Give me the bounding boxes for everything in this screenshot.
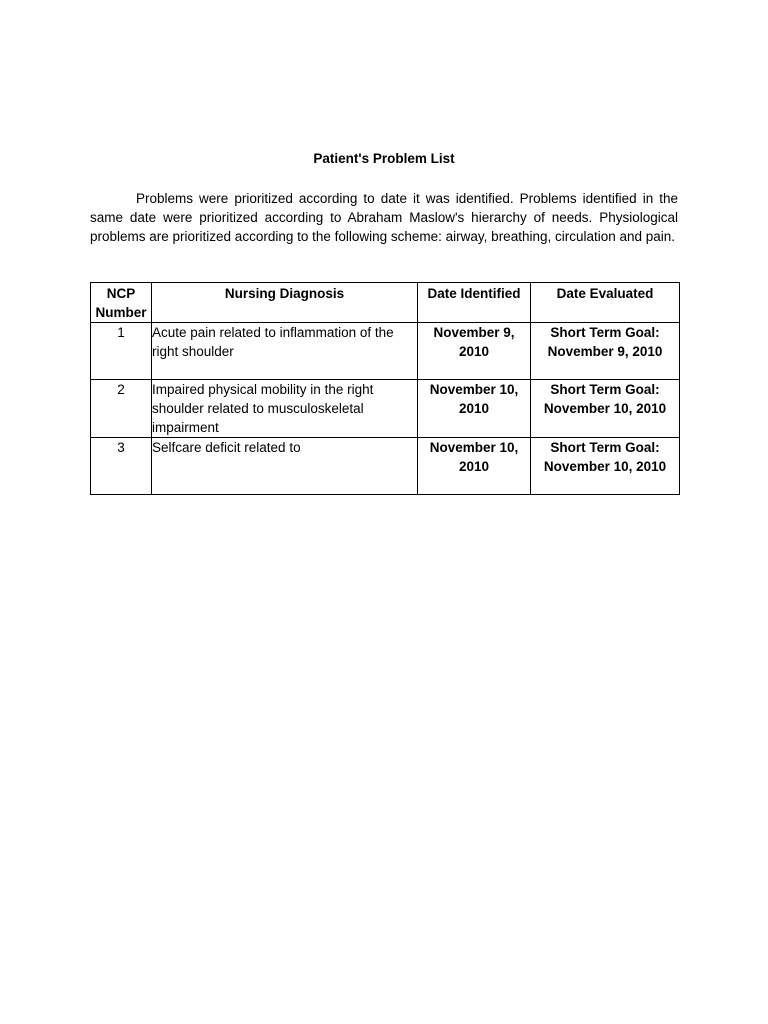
diagnosis-cell: Impaired physical mobility in the right shoulder related to musculoskeletal impairment bbox=[152, 380, 418, 438]
header-ncp-line1: NCP bbox=[106, 286, 136, 301]
eval-label: Short Term Goal: bbox=[550, 325, 660, 340]
eval-label: Short Term Goal: bbox=[550, 382, 660, 397]
table-row bbox=[91, 438, 680, 495]
header-ncp-line2: Number bbox=[95, 305, 147, 320]
header-nursing-diagnosis: Nursing Diagnosis bbox=[152, 283, 418, 323]
ncp-number-cell: 3 bbox=[91, 438, 152, 495]
header-date-identified: Date Identified bbox=[418, 283, 531, 323]
eval-date: November 9, 2010 bbox=[547, 344, 663, 359]
ncp-number-cell: 1 bbox=[91, 323, 152, 380]
date-identified-cell: November 10, 2010 bbox=[418, 438, 531, 495]
ncp-number-cell: 2 bbox=[91, 380, 152, 438]
header-date-evaluated: Date Evaluated bbox=[531, 283, 680, 323]
date-identified-cell: November 9, 2010 bbox=[418, 323, 531, 380]
problem-list-table bbox=[90, 282, 680, 495]
eval-label: Short Term Goal: bbox=[550, 440, 660, 455]
eval-date: November 10, 2010 bbox=[543, 401, 667, 416]
date-evaluated-cell bbox=[531, 323, 680, 380]
diagnosis-cell: Selfcare deficit related to bbox=[152, 438, 418, 495]
table-row bbox=[91, 380, 680, 438]
header-ncp-number bbox=[91, 283, 152, 323]
diagnosis-cell: Acute pain related to inflammation of the right shoulder bbox=[152, 323, 418, 380]
date-identified-cell: November 10, 2010 bbox=[418, 380, 531, 438]
table-header-row bbox=[91, 283, 680, 323]
eval-date: November 10, 2010 bbox=[543, 459, 667, 474]
date-evaluated-cell bbox=[531, 380, 680, 438]
intro-paragraph: Problems were prioritized according to date it was identified. Problems identified in the same date were prioritized according to Abraham Maslow's hierarchy of needs. Physiological problems are prioritized according to the following scheme: airway, breathing, circulation and pain. bbox=[90, 191, 678, 244]
table-row bbox=[91, 323, 680, 380]
date-evaluated-cell bbox=[531, 438, 680, 495]
page-title: Patient's Problem List bbox=[313, 151, 455, 166]
